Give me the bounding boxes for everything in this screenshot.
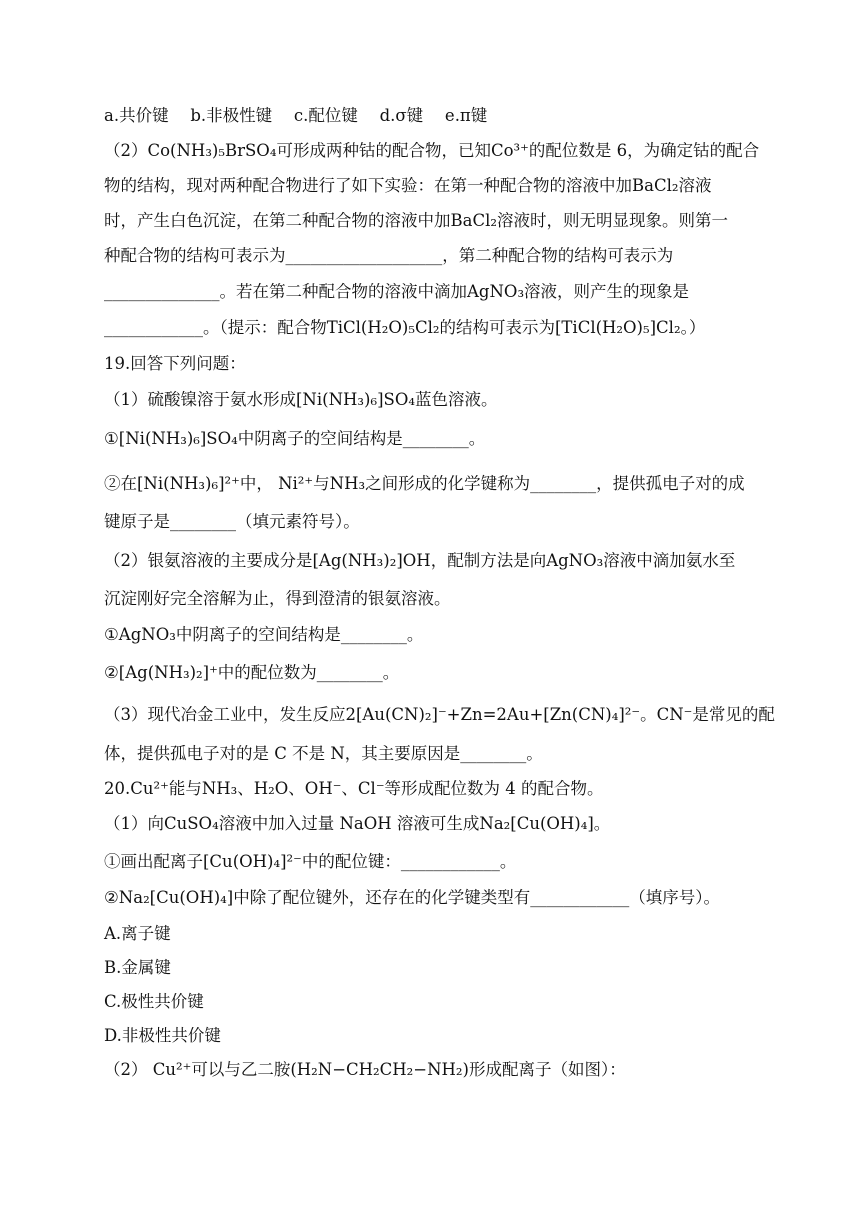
text-line: 物的结构，现对两种配合物进行了如下实验：在第一种配合物的溶液中加BaCl₂溶液: [104, 176, 712, 195]
text-line: ____________。（提示：配合物TiCl(H₂O)₅Cl₂的结构可表示为[TiCl(H₂O)₅]Cl₂。）: [104, 318, 706, 337]
text-line: （2）Co(NH₃)₅BrSO₄可形成两种钴的配合物，已知Co³⁺的配位数是 6，为确定钴的配合: [104, 141, 760, 160]
question-heading: 19.回答下列问题：: [104, 354, 246, 373]
text-line: 键原子是________（填元素符号）。: [104, 512, 360, 531]
text-line: 沉淀刚好完全溶解为止，得到澄清的银氨溶液。: [104, 589, 451, 608]
option-item: C.极性共价键: [104, 992, 204, 1011]
question-heading: 20.Cu²⁺能与NH₃、H₂O、OH⁻、Cl⁻等形成配位数为 4 的配合物。: [104, 779, 604, 798]
text-line: 体，提供孤电子对的是 C 不是 N，其主要原因是________。: [104, 744, 543, 763]
option-item: D.非极性共价键: [104, 1026, 221, 1045]
option-item: B.金属键: [104, 958, 171, 977]
text-line: ①[Ni(NH₃)₆]SO₄中阴离子的空间结构是________。: [104, 429, 486, 448]
option-item: A.离子键: [104, 924, 171, 943]
text-line: 时，产生白色沉淀，在第二种配合物的溶液中加BaCl₂溶液时，则无明显现象。则第一: [104, 211, 728, 230]
text-line: （3）现代冶金工业中，发生反应2[Au(CN)₂]⁻+Zn=2Au+[Zn(CN)₄]²⁻。CN⁻是常见的配: [104, 705, 775, 724]
text-line: ②[Ag(NH₃)₂]⁺中的配位数为________。: [104, 663, 400, 682]
text-line: （2） Cu²⁺可以与乙二胺(H₂N−CH₂CH₂−NH₂)形成配离子（如图）：: [104, 1060, 626, 1079]
text-line: ①AgNO₃中阴离子的空间结构是________。: [104, 625, 424, 644]
text-line: 种配合物的结构可表示为___________________，第二种配合物的结构可表示为: [104, 246, 674, 265]
text-line: a.共价键 b.非极性键 c.配位键 d.σ键 e.π键: [104, 106, 488, 125]
text-line: （1）硫酸镍溶于氨水形成[Ni(NH₃)₆]SO₄蓝色溶液。: [104, 390, 498, 409]
text-line: ①画出配离子[Cu(OH)₄]²⁻中的配位键：____________。: [104, 852, 517, 871]
text-line: ②Na₂[Cu(OH)₄]中除了配位键外，还存在的化学键类型有____________（填序号）。: [104, 888, 720, 907]
text-line: ②在[Ni(NH₃)₆]²⁺中， Ni²⁺与NH₃之间形成的化学键称为________，提供孤电子对的成: [104, 474, 745, 493]
text-line: （1）向CuSO₄溶液中加入过量 NaOH 溶液可生成Na₂[Cu(OH)₄]。: [104, 814, 611, 833]
text-line: （2）银氨溶液的主要成分是[Ag(NH₃)₂]OH，配制方法是向AgNO₃溶液中滴加氨水至: [104, 551, 736, 570]
text-line: ______________。若在第二种配合物的溶液中滴加AgNO₃溶液，则产生的现象是: [104, 282, 690, 301]
